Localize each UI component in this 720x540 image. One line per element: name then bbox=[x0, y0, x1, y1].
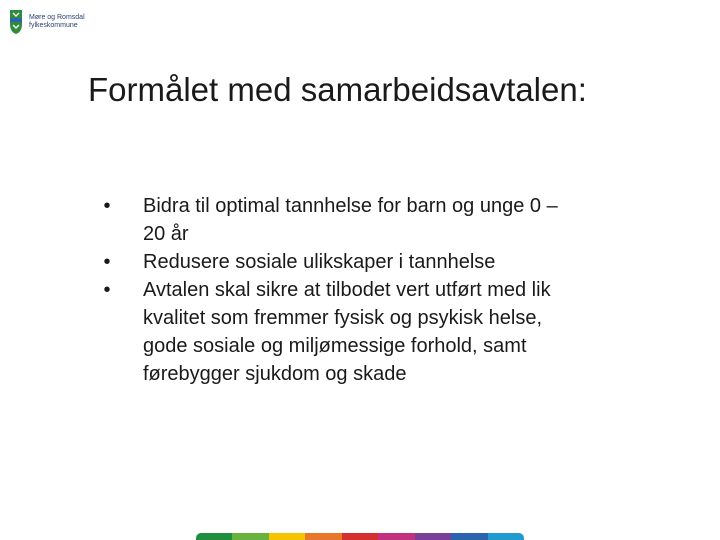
bullet-marker: • bbox=[103, 251, 111, 273]
color-bar-segment bbox=[342, 533, 378, 540]
bullet-text: Bidra til optimal tannhelse for barn og unge 0 – 20 år bbox=[143, 195, 558, 245]
logo-line-2: fylkeskommune bbox=[29, 22, 78, 29]
color-bar-segment bbox=[196, 533, 232, 540]
logo-text bbox=[29, 14, 85, 30]
bullet-text: Avtalen skal sikre at tilbodet vert utført med lik kvalitet som fremmer fysisk og psykisk helse, gode sosiale og miljømessige forhold, samt førebygger sjukdom og skade bbox=[143, 279, 551, 385]
color-bar-segment bbox=[269, 533, 305, 540]
decorative-color-bar bbox=[196, 533, 524, 540]
logo-line-1: Møre og Romsdal bbox=[29, 14, 85, 21]
slide-title: Formålet med samarbeidsavtalen: bbox=[88, 71, 587, 108]
color-bar-segment bbox=[378, 533, 414, 540]
color-bar-segment bbox=[451, 533, 487, 540]
bullet-item bbox=[100, 192, 570, 248]
color-bar-segment bbox=[305, 533, 341, 540]
logo bbox=[9, 9, 85, 35]
color-bar-segment bbox=[232, 533, 268, 540]
color-bar-segment bbox=[488, 533, 524, 540]
bullet-list bbox=[100, 192, 570, 388]
bullet-item bbox=[100, 276, 570, 388]
bullet-marker: • bbox=[103, 279, 111, 301]
county-coat-of-arms-icon bbox=[9, 9, 23, 35]
color-bar-segment bbox=[415, 533, 451, 540]
bullet-item bbox=[100, 248, 570, 276]
bullet-text: Redusere sosiale ulikskaper i tannhelse bbox=[143, 251, 496, 273]
bullet-marker: • bbox=[103, 195, 111, 217]
